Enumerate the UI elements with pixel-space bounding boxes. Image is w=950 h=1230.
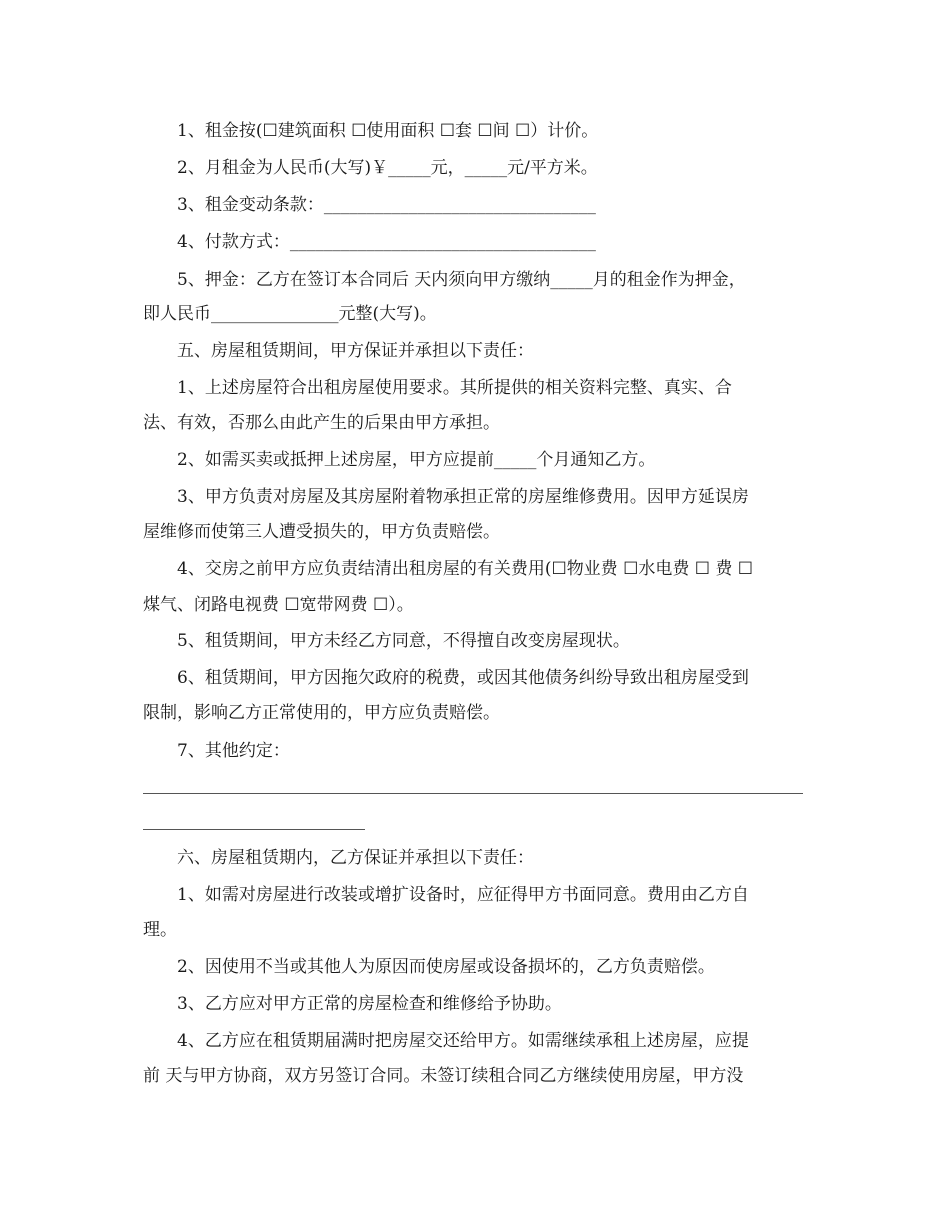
- blank-line-long: [143, 793, 803, 794]
- clause-lessor-2: 2、如需买卖或抵押上述房屋，甲方应提前_____个月通知乙方。: [177, 450, 656, 470]
- clause-lessee-4-cont: 前 天与甲方协商，双方另签订合同。未签订续租合同乙方继续使用房屋，甲方没: [143, 1066, 744, 1086]
- clause-lessee-2: 2、因使用不当或其他人为原因而使房屋或设备损坏的，乙方负责赔偿。: [177, 957, 715, 977]
- clause-lessor-1-cont: 法、有效，否那么由此产生的后果由甲方承担。: [143, 413, 500, 433]
- clause-lessor-7: 7、其他约定：: [177, 741, 290, 761]
- clause-lessee-1-cont: 理。: [143, 920, 177, 940]
- clause-lessor-3: 3、甲方负责对房屋及其房屋附着物承担正常的房屋维修费用。因甲方延误房: [177, 487, 749, 507]
- clause-rent-change: 3、租金变动条款：________________________________: [177, 195, 596, 215]
- clause-lessee-3: 3、乙方应对甲方正常的房屋检查和维修给予协助。: [177, 994, 562, 1014]
- clause-lessee-4: 4、乙方应在租赁期届满时把房屋交还给甲方。如需继续承租上述房屋，应提: [177, 1031, 749, 1051]
- clause-lessor-4: 4、交房之前甲方应负责结清出租房屋的有关费用(☐物业费 ☐水电费 ☐ 费 ☐: [177, 559, 754, 579]
- clause-lessor-1: 1、上述房屋符合出租房屋使用要求。其所提供的相关资料完整、真实、合: [177, 378, 732, 398]
- blank-line-short: [143, 829, 365, 830]
- clause-deposit-amount: 即人民币_______________元整(大写)。: [143, 304, 437, 324]
- clause-lessor-5: 5、租赁期间，甲方未经乙方同意，不得擅自改变房屋现状。: [177, 631, 630, 651]
- clause-payment-method: 4、付款方式：____________________________________: [177, 232, 596, 252]
- clause-monthly-rent: 2、月租金为人民币(大写)￥_____元，_____元/平方米。: [177, 158, 598, 178]
- clause-lessee-1: 1、如需对房屋进行改装或增扩设备时，应征得甲方书面同意。费用由乙方自: [177, 885, 749, 905]
- clause-lessor-3-cont: 屋维修而使第三人遭受损失的，甲方负责赔偿。: [143, 522, 500, 542]
- clause-deposit: 5、押金：乙方在签订本合同后 天内须向甲方缴纳_____月的租金作为押金，: [177, 270, 746, 290]
- clause-rent-pricing: 1、租金按(☐建筑面积 ☐使用面积 ☐套 ☐间 ☐）计价。: [177, 121, 599, 141]
- section-five-heading: 五、房屋租赁期间，甲方保证并承担以下责任：: [177, 341, 534, 361]
- clause-lessor-4-cont: 煤气、闭路电视费 ☐宽带网费 ☐）。: [143, 595, 414, 615]
- section-six-heading: 六、房屋租赁期内，乙方保证并承担以下责任：: [177, 848, 534, 868]
- clause-lessor-6-cont: 限制，影响乙方正常使用的，甲方应负责赔偿。: [143, 703, 500, 723]
- clause-lessor-6: 6、租赁期间，甲方因拖欠政府的税费，或因其他债务纠纷导致出租房屋受到: [177, 668, 749, 688]
